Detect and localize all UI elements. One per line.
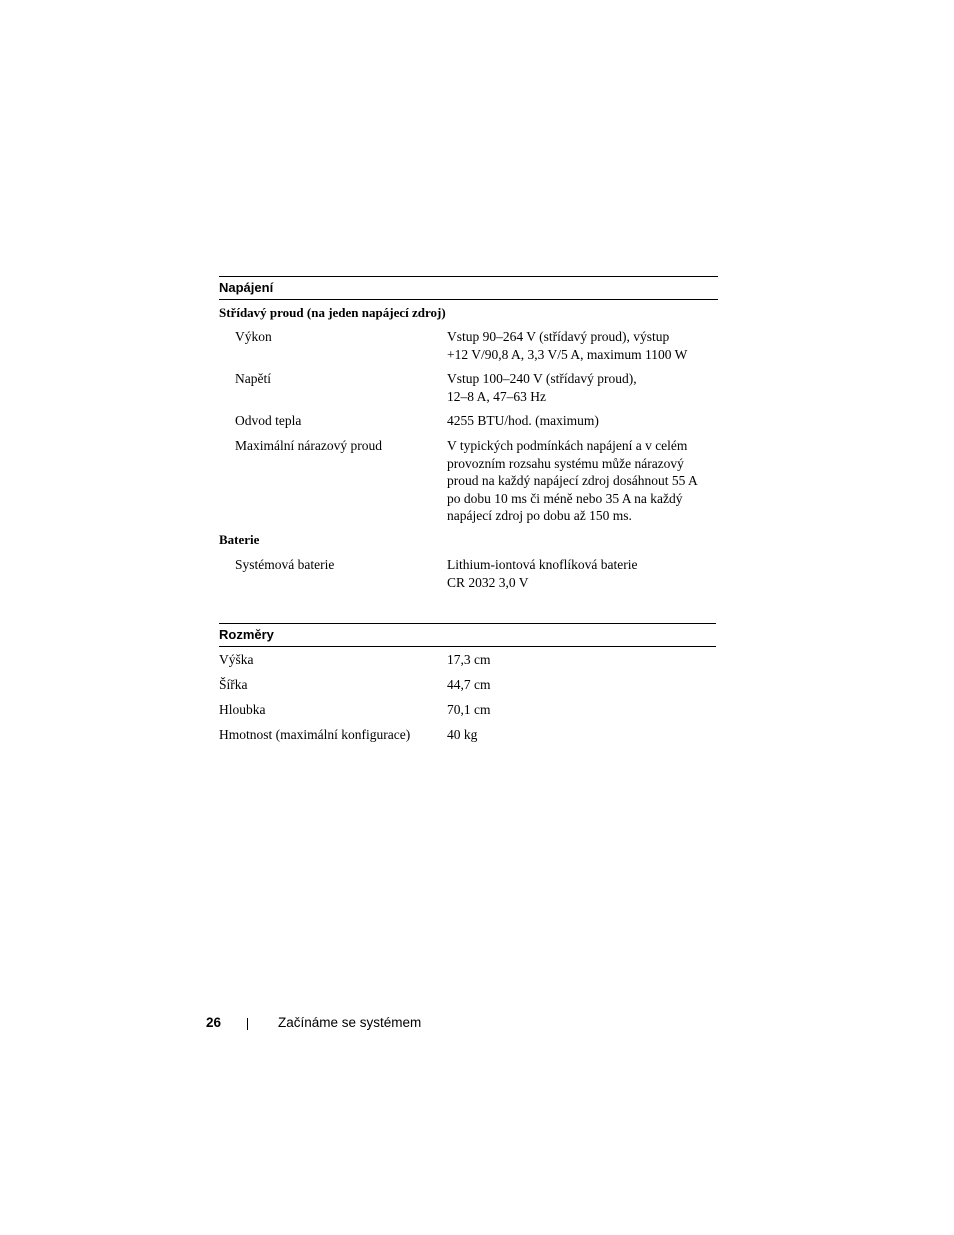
spec-value: 44,7 cm	[447, 677, 491, 692]
spec-value: 4255 BTU/hod. (maximum)	[447, 413, 599, 428]
spec-value: 40 kg	[447, 727, 478, 742]
spec-label: Napětí	[235, 371, 271, 386]
page-number: 26	[206, 1015, 222, 1030]
spec-label: Systémová baterie	[235, 557, 335, 572]
chapter-title: Začínáme se systémem	[278, 1015, 422, 1030]
spec-label: Hmotnost (maximální konfigurace)	[219, 727, 411, 742]
spec-label: Odvod tepla	[235, 413, 302, 428]
spec-label: Výška	[219, 652, 254, 667]
spec-label: Hloubka	[219, 702, 266, 717]
spec-value: 70,1 cm	[447, 702, 491, 717]
spec-label: Maximální nárazový proud	[235, 438, 382, 453]
footer-separator	[247, 1018, 248, 1030]
battery-subheading: Baterie	[219, 532, 260, 547]
power-table-heading: Napájení	[219, 276, 718, 300]
spec-value: 17,3 cm	[447, 652, 491, 667]
ac-power-subheading: Střídavý proud (na jeden napájecí zdroj)	[219, 305, 446, 320]
spec-label: Šířka	[219, 677, 248, 692]
spec-value: Vstup 100–240 V (střídavý proud), 12–8 A, 47–63 Hz	[447, 371, 637, 404]
spec-label: Výkon	[235, 329, 272, 344]
dimensions-table-heading: Rozměry	[219, 623, 716, 647]
spec-value: Lithium-iontová knoflíková baterie CR 2032 3,0 V	[447, 557, 638, 590]
spec-value: V typických podmínkách napájení a v celém provozním rozsahu systému může nárazový proud na každý napájecí zdroj dosáhnout 55 A po dobu 10 ms či méně nebo 35 A na každý napájecí zdroj po dobu až 150 ms.	[447, 438, 698, 523]
dimensions-spec-table	[219, 623, 716, 742]
power-spec-table	[219, 276, 718, 590]
spec-value: Vstup 90–264 V (střídavý proud), výstup +12 V/90,8 A, 3,3 V/5 A, maximum 1100 W	[447, 329, 688, 362]
